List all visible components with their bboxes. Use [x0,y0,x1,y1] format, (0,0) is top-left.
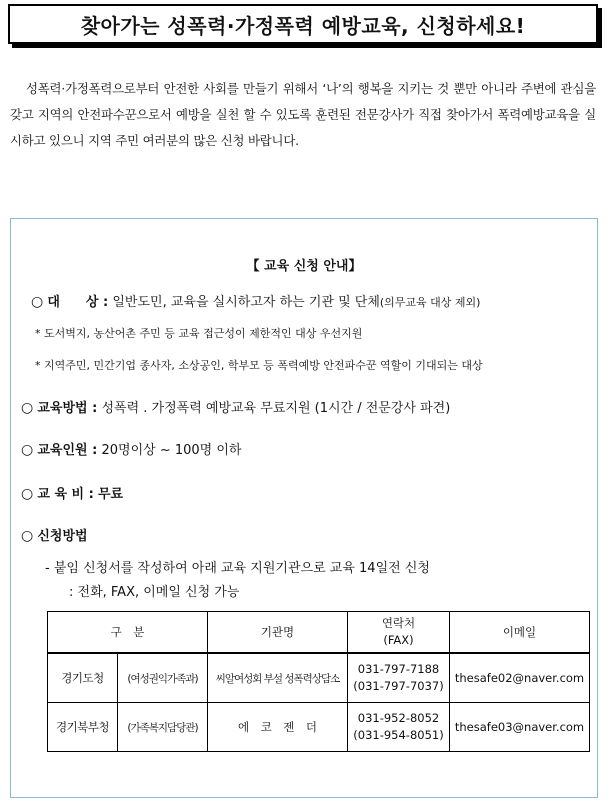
apply-line [21,525,88,544]
info-box [10,218,598,798]
bullet-circle: ○ [21,528,34,544]
people-value: 20명이상 ~ 100명 이하 [101,443,242,458]
row-fax: (031-797-7037) [353,679,444,693]
row-email: thesafe03@naver.com [450,703,590,752]
target-note: (의무교육 대상 제외) [379,296,481,309]
header-contact [348,612,450,654]
row-org: 씨알여성회 부설 성폭력상담소 [208,653,348,703]
header-email: 이메일 [450,612,590,654]
target-label: 대 상 : [47,295,109,310]
people-line [21,439,241,458]
row-contact [348,653,450,703]
info-heading: 【 교육 신청 안내】 [246,259,362,274]
title-banner [8,4,598,44]
row-email: thesafe02@naver.com [450,653,590,703]
method-value: 성폭력 . 가정폭력 예방교육 무료지원 (1시간 / 전문강사 파견) [101,401,451,416]
priority-note-1: * 도서벽지, 농산어촌 주민 등 교육 접근성이 제한적인 대상 우선지원 [35,327,363,340]
row-region: 경기도청 [48,653,118,703]
row-org: 에 코 젠 더 [208,703,348,752]
row-dept: (가족복지담당관) [118,703,208,752]
bullet-circle: ○ [31,294,44,310]
header-contact-label: 연락처 [381,616,416,630]
bullet-circle: ○ [21,486,34,502]
apply-label: 신청방법 [37,529,88,544]
row-contact [348,703,450,752]
table-header-row [48,612,590,654]
row-phone: 031-952-8052 [357,711,440,725]
fee-label: 교 육 비 : [37,487,94,502]
bullet-circle: ○ [21,442,34,458]
method-line [21,397,450,416]
priority-note-2: * 지역주민, 민간기업 종사자, 소상공인, 학부모 등 폭력예방 안전파수꾼 역할이 기대되는 대상 [35,359,483,372]
apply-instruction: - 붙임 신청서를 작성하여 아래 교육 지원기관으로 교육 14일전 신청 [45,561,430,576]
method-label: 교육방법 : [37,401,98,416]
header-contact-fax: (FAX) [383,633,414,647]
fee-line [21,483,123,502]
page-title: 찾아가는 성폭력·가정폭력 예방교육, 신청하세요! [80,13,526,38]
target-line [31,291,480,310]
people-label: 교육인원 : [37,443,98,458]
header-division: 구 분 [48,612,208,654]
target-value: 일반도민, 교육을 실시하고자 하는 기관 및 단체 [112,295,380,310]
row-phone: 031-797-7188 [357,662,440,676]
apply-channels: : 전화, FAX, 이메일 신청 가능 [69,585,240,600]
row-region: 경기북부청 [48,703,118,752]
bullet-circle: ○ [21,400,34,416]
fee-value: 무료 [97,487,124,502]
header-org: 기관명 [208,612,348,654]
intro-paragraph: 성폭력·가정폭력으로부터 안전한 사회를 만들기 위해서 ‘나’의 행복을 지키는 것 뿐만 아니라 주변에 관심을 갖고 지역의 안전파수꾼으로서 예방을 실천 할 수 있도록 훈련된 전문강사가 직접 찾아가서 폭력예방교육을 실시하고 있으니 지역 주민 여러분의 많은 신청 바랍니다. [10,81,596,149]
contact-table [47,611,590,752]
row-dept: (여성권익가족과) [118,653,208,703]
table-row [48,653,590,703]
row-fax: (031-954-8051) [353,728,444,742]
table-row [48,703,590,752]
